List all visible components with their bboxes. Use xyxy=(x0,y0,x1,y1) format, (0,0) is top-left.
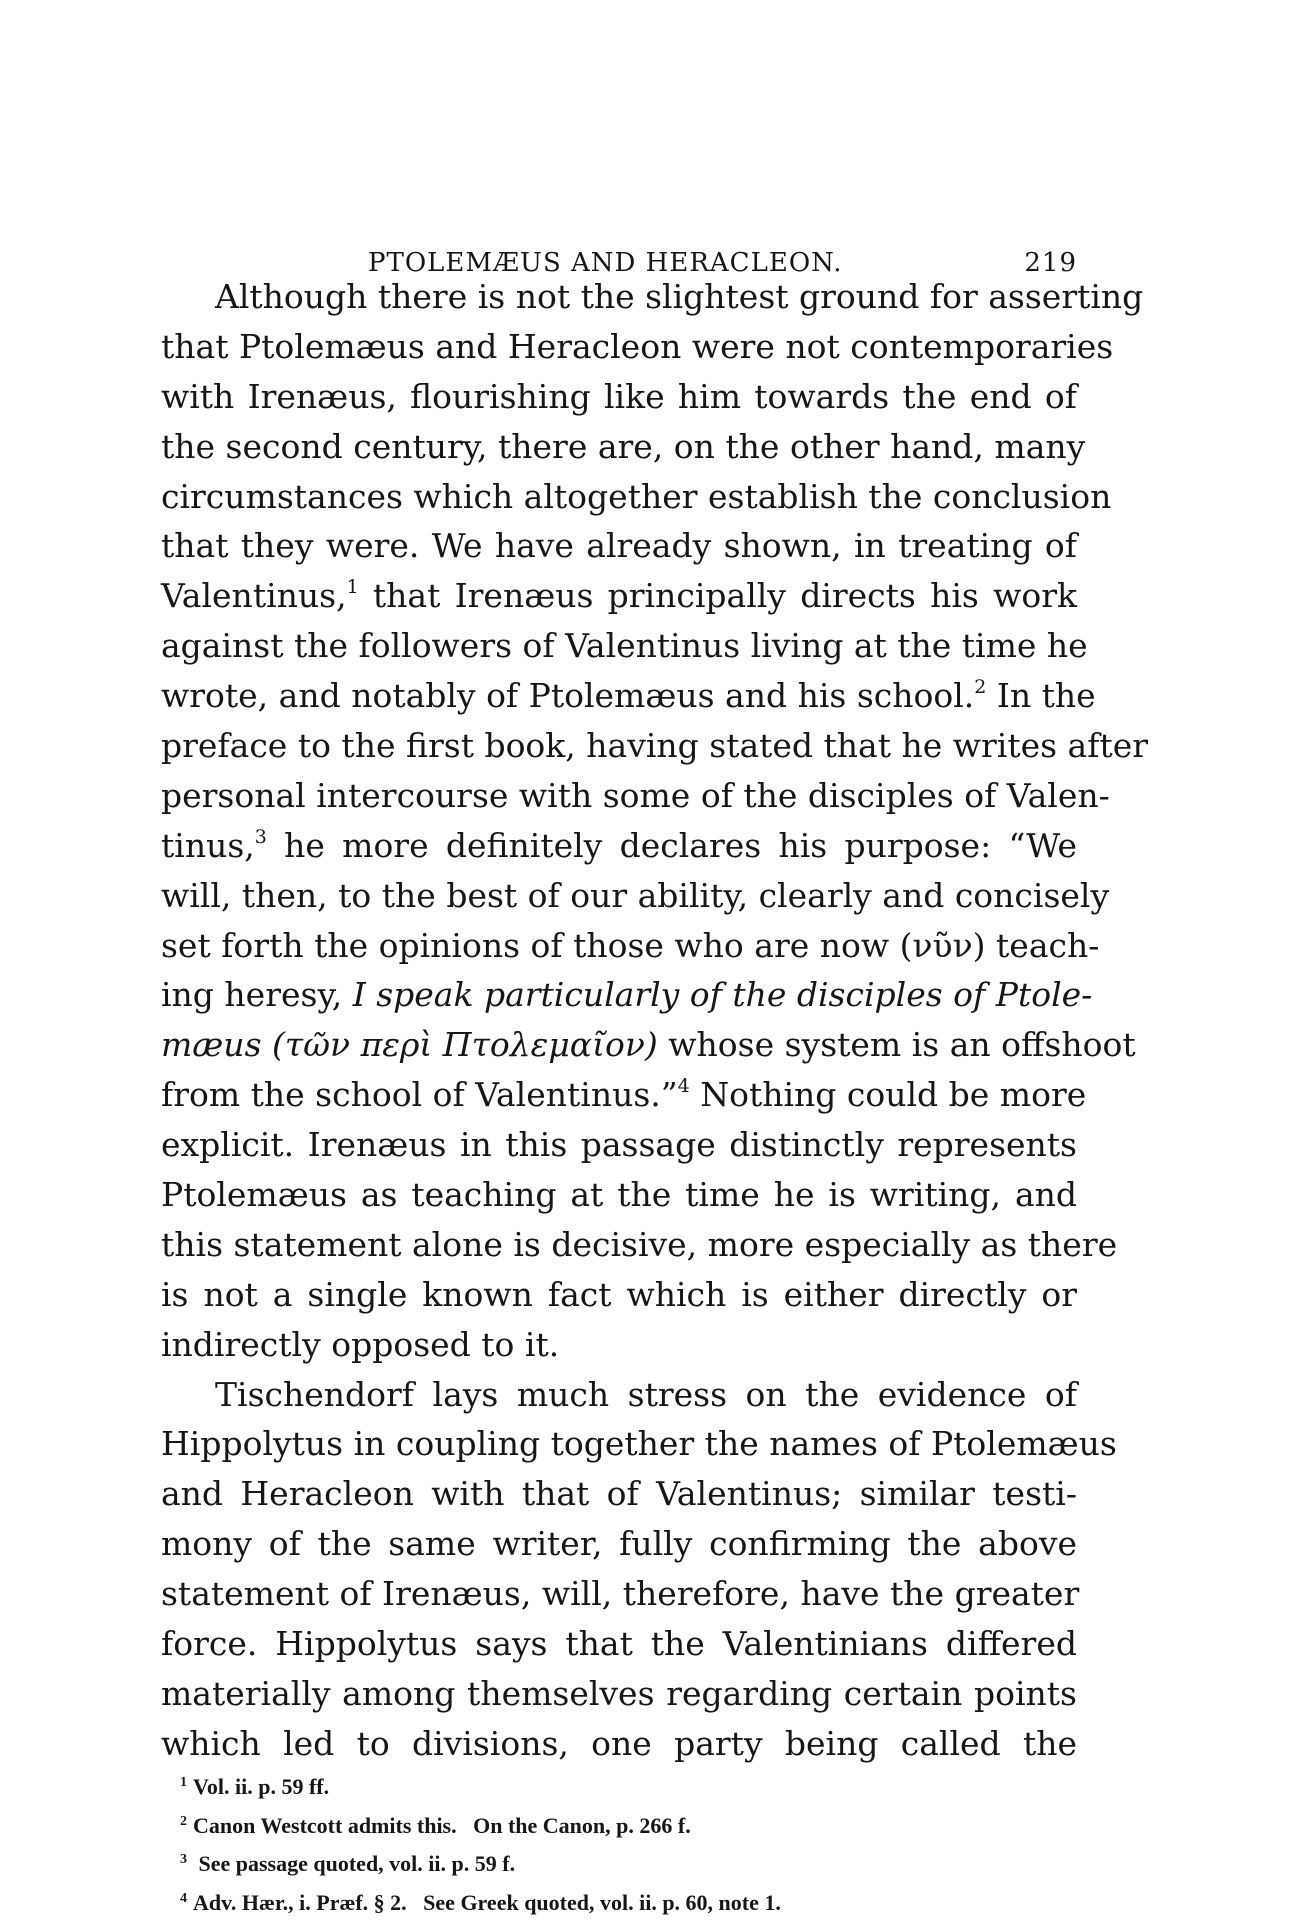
line-text: Ptolemæus as teaching at the time he is writing, and xyxy=(161,1175,1077,1215)
line-text: ing heresy, xyxy=(161,975,353,1015)
line-text: circumstances which altogether establish the conclusion xyxy=(161,476,1112,516)
text-line xyxy=(161,1070,1087,1120)
line-text: that Irenæus principally directs his work xyxy=(358,576,1077,616)
line-text: materially among themselves regarding certain points xyxy=(161,1673,1077,1713)
text-line xyxy=(161,571,1077,621)
line-text: Although there is not the slightest ground for asserting xyxy=(215,277,1144,316)
line-text: explicit. Irenæus in this passage distinctly represents xyxy=(161,1125,1077,1165)
footnotes xyxy=(180,1768,1080,1922)
line-text: this statement alone is decisive, more especially as there xyxy=(161,1224,1118,1264)
text-line xyxy=(161,1669,1077,1719)
line-text: wrote, and notably of Ptolemæus and his school. xyxy=(161,676,975,716)
text-line xyxy=(161,1619,1077,1669)
line-text: statement of Irenæus, will, therefore, have the greater xyxy=(161,1574,1080,1614)
line-text: whose system is an offshoot xyxy=(657,1025,1136,1065)
footnote-ref: 3 xyxy=(254,825,267,848)
line-text: In the xyxy=(986,676,1096,716)
text-line xyxy=(161,921,1100,971)
line-text: personal intercourse with some of the disciples of Valen- xyxy=(161,775,1110,815)
line-text: will, then, to the best of our ability, clearly and concisely xyxy=(161,875,1110,915)
text-line xyxy=(161,1419,1117,1469)
text-line xyxy=(161,1719,1077,1769)
footnote xyxy=(180,1845,1080,1884)
italic-text: I speak particularly of the disciples of Ptole- xyxy=(352,975,1093,1015)
page-number: 219 xyxy=(1024,248,1077,278)
text-line xyxy=(161,1170,1077,1220)
text-line xyxy=(161,821,1077,871)
text-line xyxy=(161,970,1093,1020)
footnote-mark: 1 xyxy=(180,1775,187,1790)
footnote-mark: 2 xyxy=(180,1813,187,1829)
line-text: Nothing could be more xyxy=(689,1075,1087,1115)
text-line xyxy=(161,1270,1077,1320)
footnote-text: Adv. Hær., i. Præf. § 2. See Greek quoted, vol. ii. p. 60, note 1. xyxy=(193,1889,781,1915)
text-line xyxy=(161,1220,1118,1270)
line-text: is not a single known fact which is either directly or xyxy=(161,1274,1077,1314)
line-text: Tischendorf lays much stress on the evidence of xyxy=(215,1374,1077,1414)
text-line xyxy=(161,521,1077,571)
footnote xyxy=(180,1807,1080,1846)
footnote xyxy=(180,1768,1080,1807)
text-line xyxy=(161,1469,1077,1519)
footnote-text: Vol. ii. p. 59 ff. xyxy=(193,1774,330,1799)
text-line xyxy=(161,621,1088,671)
text-line xyxy=(161,422,1086,472)
running-head-title: PTOLEMÆUS AND HERACLEON. xyxy=(368,248,843,278)
footnote-ref: 2 xyxy=(974,676,987,699)
line-text: Valentinus, xyxy=(161,576,347,616)
line-text: and Heracleon with that of Valentinus; similar testi- xyxy=(161,1474,1077,1514)
line-text: with Irenæus, flourishing like him towards the end of xyxy=(161,376,1077,416)
footnote-ref: 4 xyxy=(677,1075,690,1098)
italic-text: mæus (τῶν περὶ Πτολεμαῖον) xyxy=(161,1025,658,1065)
line-text: set forth the opinions of those who are now (νῦν) teach- xyxy=(161,925,1100,965)
footnote-text: Canon Westcott admits this. On the Canon, p. 266 f. xyxy=(193,1812,691,1838)
text-line xyxy=(161,771,1110,821)
line-text: from the school of Valentinus.” xyxy=(161,1075,678,1115)
text-line xyxy=(161,1020,1136,1070)
line-text: Hippolytus in coupling together the names of Ptolemæus xyxy=(161,1424,1117,1464)
line-text: against the followers of Valentinus living at the time he xyxy=(161,626,1088,666)
line-text: which led to divisions, one party being called the xyxy=(161,1723,1077,1763)
text-line xyxy=(161,1519,1077,1569)
line-text: he more definitely declares his purpose: “We xyxy=(266,825,1077,865)
text-line xyxy=(161,372,1077,422)
footnote xyxy=(180,1884,1080,1923)
line-text: indirectly opposed to it. xyxy=(161,1324,560,1364)
line-text: tinus, xyxy=(161,825,255,865)
footnote-ref: 1 xyxy=(346,576,359,599)
text-line xyxy=(161,1320,1077,1370)
footnote-mark: 4 xyxy=(180,1890,187,1906)
line-text: preface to the first book, having stated that he writes after xyxy=(161,726,1149,766)
footnote-mark: 3 xyxy=(180,1852,187,1867)
text-line xyxy=(161,671,1096,721)
text-line xyxy=(161,1569,1080,1619)
text-line xyxy=(161,322,1114,372)
text-line xyxy=(161,272,1144,322)
line-text: the second century, there are, on the other hand, many xyxy=(161,426,1086,466)
line-text: mony of the same writer, fully confirming the above xyxy=(161,1524,1077,1564)
line-text: that they were. We have already shown, in treating of xyxy=(161,526,1077,566)
line-text: that Ptolemæus and Heracleon were not contemporaries xyxy=(161,326,1114,366)
text-line xyxy=(161,721,1149,771)
body-text xyxy=(161,272,1149,1769)
line-text: force. Hippolytus says that the Valentinians differed xyxy=(161,1624,1077,1664)
text-line xyxy=(161,1370,1077,1420)
text-line xyxy=(161,472,1112,522)
text-line xyxy=(161,1120,1077,1170)
text-line xyxy=(161,871,1110,921)
footnote-text: See passage quoted, vol. ii. p. 59 f. xyxy=(193,1851,516,1876)
